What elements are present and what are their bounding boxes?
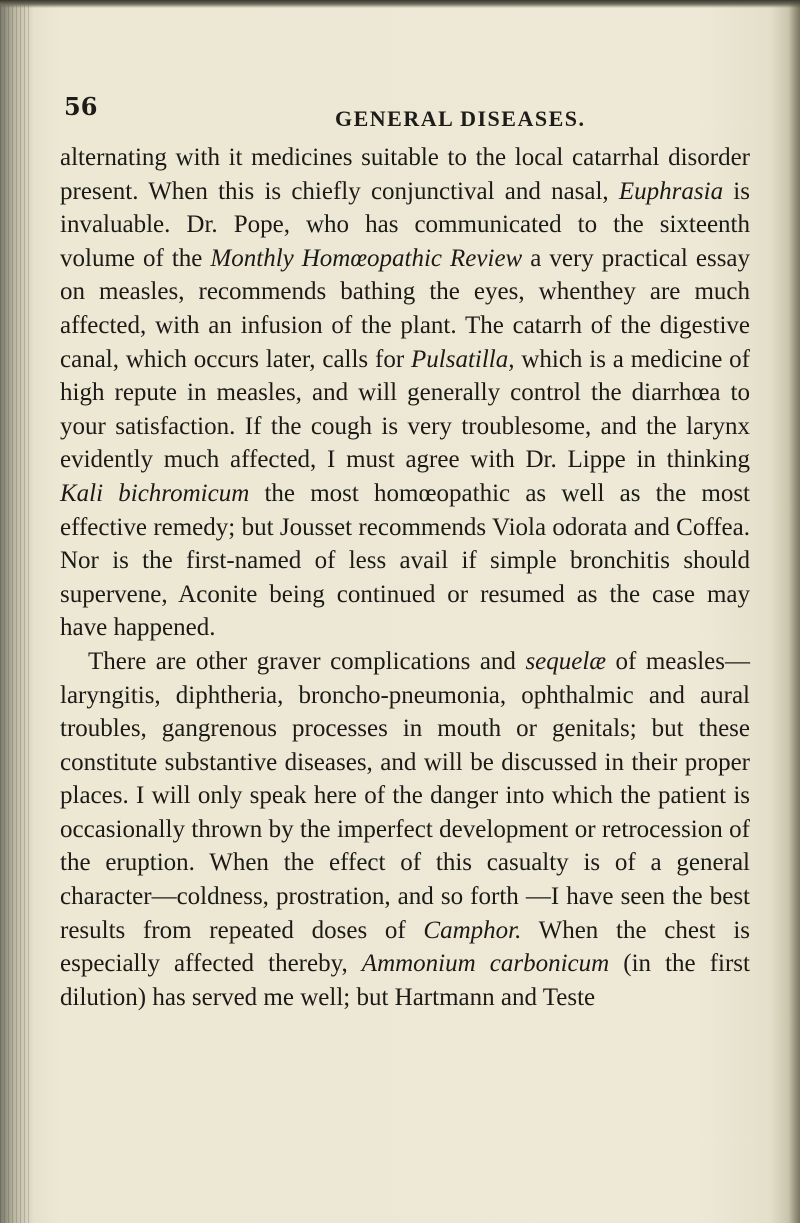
running-head: GENERAL DISEASES. [335,106,586,131]
paragraph-2 [60,645,750,1015]
text-segment: is invaluable. Dr. Pope, who has communicated to the sixteenth volume of the [60,177,750,272]
text-segment: the most homœopathic as well as the most effective remedy; but Jousset recommends Viola odorata and Coffea. Nor is the first-named of less avail if simple bronchitis should supervene, Aconite being continued or resumed as the case may have happened. [60,479,750,642]
text-segment: When the chest is especially affected thereby, [60,916,750,978]
page-header [0,92,800,132]
text-segment: alternating with it medicines suitable to the local catarrhal disorder present. When this is chiefly conjunctival and nasal, [60,144,750,205]
italic-term-sequelae: sequelæ [525,647,606,675]
text-segment: a very practical essay on measles, recommends bathing the eyes, whenthey are much affected, with an infusion of the plant. The catarrh of the digestive canal, which occurs later, calls for [60,244,751,373]
italic-term-camphor: Camphor. [423,916,522,944]
body-text [60,141,750,1014]
text-segment: which is a medicine of high repute in measles, and will generally control the diarrhœa to your satisfaction. If the cough is very troublesome, and the larynx evidently much affected, I must agree with Dr. Lippe in thinking [60,345,751,474]
page-number: 56 [64,92,98,121]
text-segment: (in the first dilution) has served me well; but Hartmann and Teste [60,950,750,1011]
paragraph-1 [60,141,750,645]
page-right-edge [788,0,800,1223]
text-segment: of measles—laryngitis, diphtheria, broncho-pneumonia, ophthalmic and aural troubles, gangrenous processes in mouth or genitals; but these constitute substantive diseases, and will be discussed in their proper places. I will only speak here of the danger into which the patient is occasionally thrown by the imperfect development or retrocession of the eruption. When the effect of this casualty is of a general character—coldness, prostration, and so forth —I have seen the best results from repeated doses of [60,647,750,944]
italic-term-pulsatilla: Pulsatilla, [411,345,515,373]
italic-title-review: Monthly Homœopathic Review [210,244,523,272]
text-segment: There are other graver complications and [88,647,526,675]
page-top-edge [0,0,800,8]
italic-term-kali: Kali bichromicum [60,479,250,507]
italic-term-ammonium: Ammonium carbonicum [361,950,610,978]
italic-term-euphrasia: Euphrasia [618,177,724,205]
